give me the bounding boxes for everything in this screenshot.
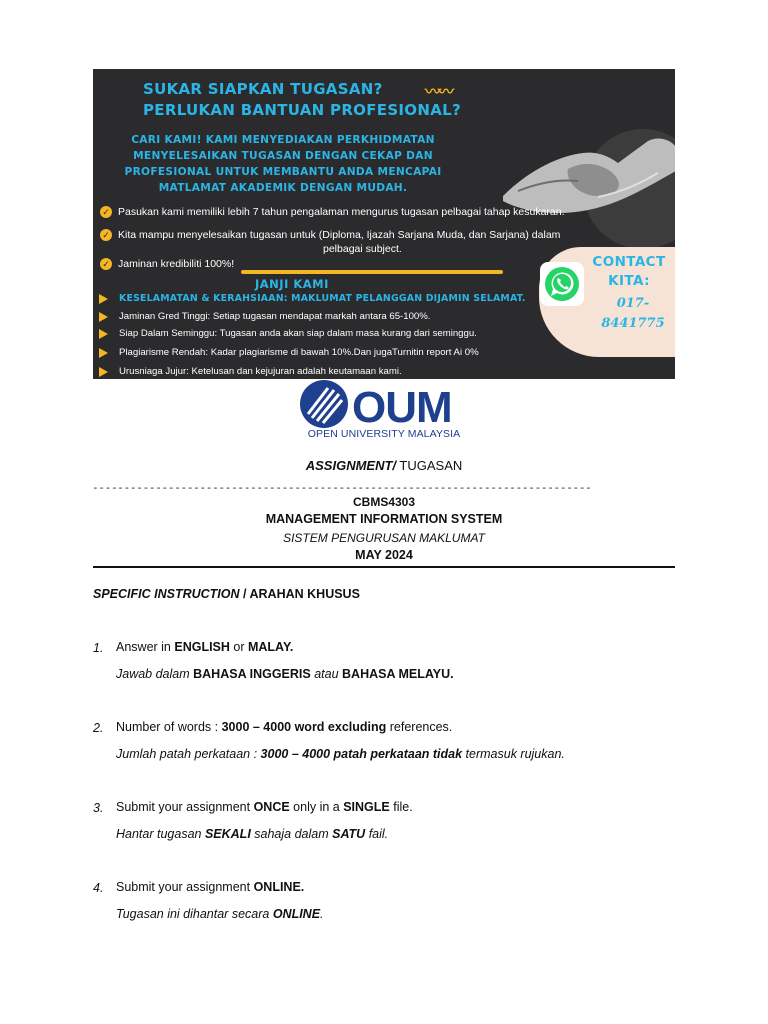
text-run: Submit your assignment [116,800,254,814]
promise-item [99,365,402,378]
instruction-2-en [116,720,452,734]
arrow-right-icon [99,294,108,304]
banner-divider [241,270,503,274]
banner-headline [143,79,461,121]
arrow-right-icon [99,348,108,358]
contact-phone[interactable] [593,294,673,334]
instruction-3-en [116,800,413,814]
lead-line: MENYELESAIKAN TUGASAN DENGAN CEKAP DAN [133,150,433,162]
promise-item [99,327,477,340]
arrow-right-icon [99,312,108,322]
instruction-number: 4. [93,881,104,895]
text-run: Submit your assignment [116,880,254,894]
course-title: MANAGEMENT INFORMATION SYSTEM [265,512,503,526]
text-run: sahaja dalam [250,827,333,841]
text-run: fail. [365,827,389,841]
check-item-text: Jaminan kredibiliti 100%! [118,258,235,270]
text-run: references. [386,720,453,734]
horizontal-rule [93,566,675,568]
text-run-bold: ONCE [253,800,290,814]
text-run: only in a [289,800,344,814]
text-run-bold: ENGLISH [174,640,230,654]
promise-item [99,310,430,323]
lead-line: PROFESIONAL UNTUK MEMBANTU ANDA MENCAPAI [124,166,442,178]
phone-line: 8441775 [601,316,665,331]
promise-text: Plagiarisme Rendah: Kadar plagiarisme di bawah 10%.Dan jugaTurnitin report Ai 0% [119,347,479,358]
assignment-heading [93,458,675,473]
text-run: Number of words : [116,720,222,734]
instruction-4-my [116,907,324,921]
whatsapp-logo-icon [543,265,581,303]
text-run: Hantar tugasan [116,827,205,841]
contact-label-line: KITA: [608,273,650,289]
lead-line: CARI KAMI! KAMI MENYEDIAKAN PERKHIDMATAN [131,134,435,146]
dashed-separator: ------------------------------------------------------------------------------- [92,481,592,494]
check-item [100,205,565,220]
check-item [100,257,234,272]
text-run: Answer in [116,640,175,654]
instruction-3-my [116,827,388,841]
instruction-number: 2. [93,721,104,735]
check-circle-icon: ✓ [100,229,112,241]
check-item-text: Kita mampu menyelesaikan tugasan untuk (Diploma, Ijazah Sarjana Muda, dan Sarjana) dalam [118,229,561,241]
course-code: CBMS4303 [352,495,416,509]
promise-title: JANJI KAMI [255,277,329,291]
text-run-bold: ONLINE. [253,880,305,894]
promise-text: Jaminan Gred Tinggi: Setiap tugasan mendapat markah antara 65-100%. [119,311,431,322]
text-run: Jumlah patah perkataan : [116,747,261,761]
contact-label-line: CONTACT [592,254,666,270]
phone-line: 017- [616,296,650,311]
text-run: termasuk rujukan. [462,747,565,761]
check-item-text: pelbagai subject. [323,243,402,255]
promise-text: Urusniaga Jujur: Ketelusan dan kejujuran adalah keutamaan kami. [119,366,402,377]
squiggle-decoration-icon: 〰〰 [425,84,452,101]
text-run-bold: SATU [332,827,366,841]
text-run: Tugasan ini dihantar secara [116,907,273,921]
svg-text:OUM: OUM [352,383,452,432]
spec-heading-my: / ARAHAN KHUSUS [239,587,360,601]
banner-lead-text [103,132,463,196]
instruction-1-en [116,640,293,654]
check-item [100,228,560,243]
semester: MAY 2024 [355,548,413,562]
specific-instruction-heading [93,587,360,601]
arrow-right-icon [99,367,108,377]
promo-banner [93,69,675,379]
instruction-2-my [116,747,565,761]
logo-subtitle: OPEN UNIVERSITY MALAYSIA [307,428,461,440]
text-run-bold: BAHASA MELAYU. [342,667,454,681]
promise-text: Siap Dalam Seminggu: Tugasan anda akan siap dalam masa kurang dari seminggu. [119,328,477,339]
banner-headline-line-1: SUKAR SIAPKAN TUGASAN? [143,80,383,98]
check-circle-icon: ✓ [100,206,112,218]
check-circle-icon: ✓ [100,258,112,270]
course-title-my: SISTEM PENGURUSAN MAKLUMAT [283,531,485,545]
text-run: atau [310,667,343,681]
lead-line: MATLAMAT AKADEMIK DENGAN MUDAH. [158,182,408,194]
text-run: Jawab dalam [116,667,194,681]
instruction-4-en [116,880,304,894]
spec-heading-en: SPECIFIC INSTRUCTION [93,587,240,601]
text-run-bold: BAHASA INGGERIS [193,667,311,681]
text-run-bold: MALAY. [247,640,294,654]
text-run: file. [389,800,413,814]
text-run-bold: 3000 – 4000 word excluding [221,720,387,734]
instruction-1-my [116,667,454,681]
instruction-number: 3. [93,801,104,815]
text-run: or [229,640,248,654]
whatsapp-icon[interactable] [540,262,584,306]
check-item-continued [323,242,402,257]
text-run-bold: SEKALI [204,827,251,841]
text-run-bold: SINGLE [343,800,390,814]
assignment-heading-my: TUGASAN [396,458,463,473]
assignment-heading-en: ASSIGNMENT/ [305,458,397,473]
promise-item [99,292,526,305]
promise-item [99,346,479,359]
text-run-bold: ONLINE [272,907,321,921]
check-item-text: Pasukan kami memiliki lebih 7 tahun pengalaman mengurus tugasan pelbagai tahap kesukaran. [118,206,565,218]
promise-text: KESELAMATAN & KERAHSIAAN: MAKLUMAT PELANGGAN DIJAMIN SELAMAT. [119,293,526,304]
banner-headline-line-2: PERLUKAN BANTUAN PROFESIONAL? [143,101,461,119]
instruction-number: 1. [93,641,104,655]
text-run: . [320,907,324,921]
text-run-bold: 3000 – 4000 patah perkataan tidak [260,747,463,761]
arrow-right-icon [99,329,108,339]
contact-label [583,253,675,291]
